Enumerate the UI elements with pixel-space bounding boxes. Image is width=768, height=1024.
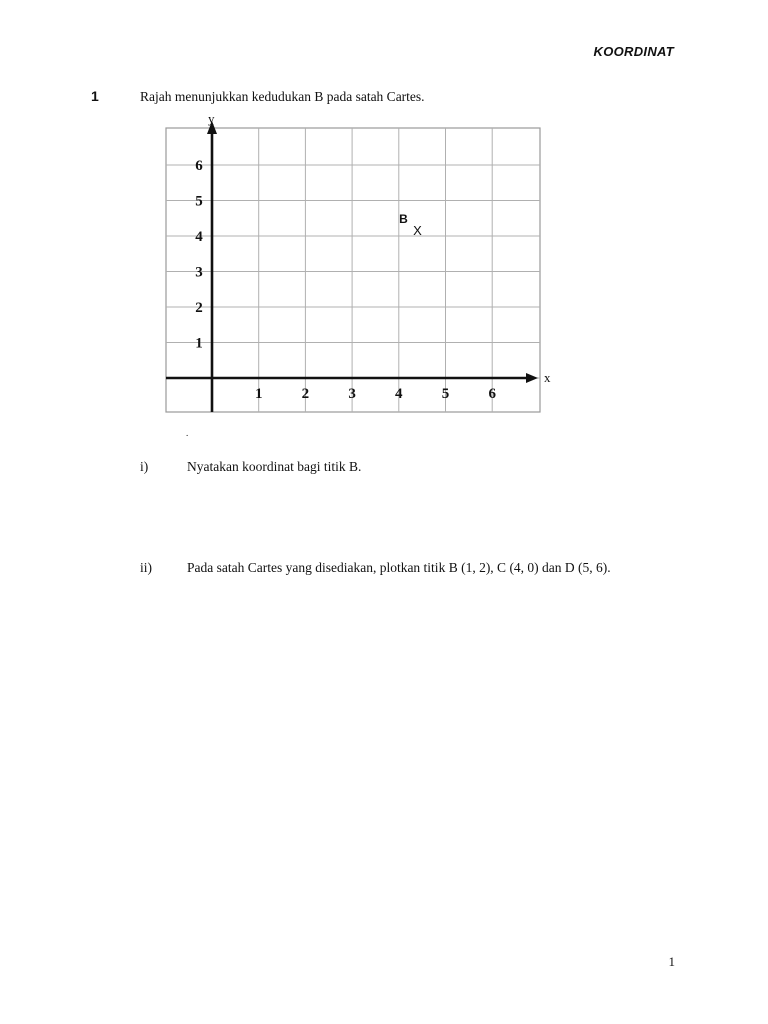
- part-ii-text: Pada satah Cartes yang disediakan, plotkan titik B (1, 2), C (4, 0) dan D (5, 6).: [187, 560, 611, 575]
- x-tick-label: 1: [254, 386, 263, 402]
- x-axis-label: x: [544, 370, 551, 385]
- y-tick-label: 6: [195, 158, 203, 174]
- grid-border: [166, 128, 540, 412]
- stray-dot: .: [186, 428, 189, 438]
- y-axis-label: y: [208, 111, 215, 126]
- page-header-title: KOORDINAT: [593, 44, 674, 59]
- x-tick-label: 6: [488, 386, 496, 402]
- x-tick-label: 2: [301, 386, 310, 402]
- y-tick-label: 5: [195, 193, 203, 210]
- cartesian-plane-figure: [150, 110, 560, 420]
- point-label: B: [399, 211, 408, 226]
- page-number: 1: [668, 954, 675, 969]
- x-tick-label: 3: [348, 386, 356, 402]
- question-number: 1: [91, 88, 99, 104]
- y-tick-label: 3: [195, 264, 203, 281]
- x-tick-label: 4: [395, 386, 403, 402]
- y-tick-label: 1: [195, 335, 203, 352]
- part-i-text: Nyatakan koordinat bagi titik B.: [187, 459, 362, 474]
- part-ii-label: ii): [140, 560, 152, 575]
- part-i-label: i): [140, 459, 149, 474]
- question-text: Rajah menunjukkan kedudukan B pada satah Cartes.: [140, 89, 425, 104]
- x-axis-arrowhead: [526, 373, 538, 383]
- x-tick-label: 5: [441, 386, 450, 402]
- y-tick-label: 4: [195, 229, 203, 245]
- cartesian-plane: [150, 110, 560, 420]
- point-marker: X: [413, 222, 422, 238]
- y-tick-label: 2: [195, 300, 203, 316]
